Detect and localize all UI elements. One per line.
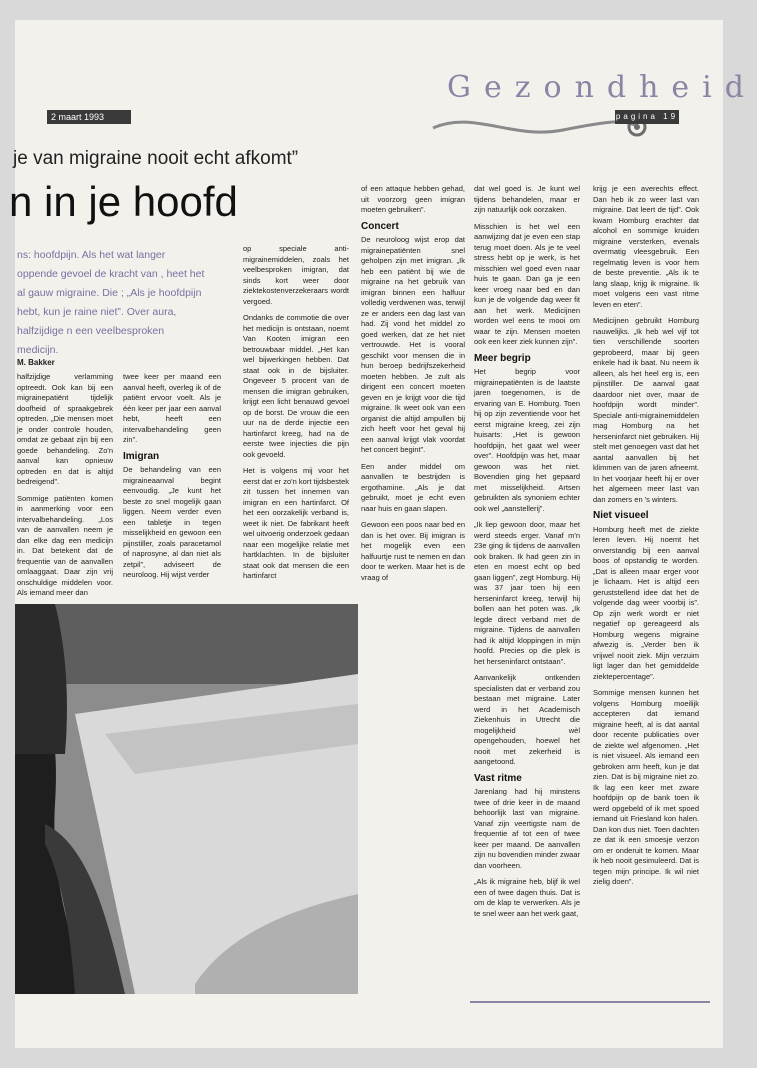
article-column-4 — [361, 184, 465, 589]
subheading: Imigran — [123, 450, 160, 462]
subheading: Meer begrip — [474, 352, 531, 364]
paragraph: De neuroloog wijst erop dat migrainepatiënten snel geholpen zijn met imigran. „Ik heb een patiënt bij wie de migraine na het gebruik van imigran binnen een halfuur volledig verdwenen was, terwijl ze er anders een dag last van had. Zij vond het middel zo goed werken, dat ze het niet vertrouwde. Het is vooral geschikt voor mensen die in hun beroep bedrijfszekerheid moeten hebben. Je zult als dirigent een concert moeten geven en je krijgt voor die tijd migraine. Ik weet ook van een organist die altijd ampullen bij zich heeft voor het geval hij een aanval krijgt vlak voordat het concert begint”. — [361, 235, 465, 454]
article-column-5 — [474, 184, 580, 925]
paragraph: „Ik liep gewoon door, maar het werd steeds erger. Vanaf m'n 23e ging ik tijdens de aanvallen ook braken. Ik had geen zin in eten en moest echt op bed gaan liggen”, zegt Homburg. Hij was 37 jaar toen hij een herseninfarct kreeg, terwijl hij bollen aan het poten was. „Ik legde direct verband met de migraine. Tijdens de aanvallen had ik altijd kloppingen in mijn hoofd. Precies op die plek is het herseninfarct ontstaan”. — [474, 520, 580, 666]
subheading: Vast ritme — [474, 772, 522, 784]
deck-line: je van migraine nooit echt afkomt” — [13, 148, 299, 169]
date-label: 2 maart 1993 — [47, 110, 131, 124]
paragraph: halfzijdige verlamming optreedt. Ook kan bij een migrainepatiënt tijdelijk doofheid of spraakgebrek optreden. „Die mensen moet je onder controle houden, omdat ze gebaat zijn bij een goede behandeling. Zo'n aanval kan opnieuw optreden en dat is altijd bedreigend”. — [17, 372, 113, 486]
article-column-6 — [593, 184, 699, 894]
newspaper-page — [9, 20, 757, 1048]
article-column-1 — [17, 372, 113, 605]
paragraph: twee keer per maand een aanval heeft, overleg ik of de patiënt ervoor voelt. Als je één keer per jaar een aanval hebt, heeft een intervalbehandeling geen zin”. — [123, 372, 221, 444]
paragraph: Ondanks de commotie die over het medicijn is ontstaan, noemt Van Kooten imigran een betrouwbaar middel. „Het kan wel bijwerkingen hebben. Dat staat ook in de bijsluiter. Ongeveer 5 procent van de mensen die imigran gebruiken, krijgt een licht benauwd gevoel op de borst. De vrouw die een uur na de derde injectie een hartinfarct kreeg, had na de eerste twee injecties die pijn ook gevoeld. — [243, 313, 349, 459]
paragraph: Het begrip voor migrainepatiënten is de laatste jaren toegenomen, is de ervaring van E. Homburg. Toen hij op zijn zeventiende voor het eerst migraine kreeg, zei zijn huisarts: „Het is gewoon hoofdpijn, het gaat wel weer over”. Hoofdpijn was het, maar gewoon was het niet. Bovendien ging het gepaard met misselijkheid. Artsen gebruikten als synoniem echter ook wel „aanstellerij”. — [474, 367, 580, 513]
article-photo — [15, 604, 358, 994]
paragraph: Een ander middel om aanvallen te bestrijden is ergothamine. „Als je dat gebruikt, moet je echt even naar huis en gaan slapen. — [361, 461, 465, 513]
paragraph: of een attaque hebben gehad, uit voorzorg geen imigran moeten gebruiken”. — [361, 184, 465, 214]
paragraph: dat wel goed is. Je kunt wel tijdens behandelen, maar er zijn natuurlijk ook oorzaken. — [474, 184, 580, 214]
paragraph: Misschien is het wel een aanwijzing dat je even een stap terug moet doen. Als je te veel stress hebt op je werk, is het misschien wel goed even naar huis te gaan. Dan ga je een keer vroeg naar bed en dan kun je de volgende dag weer fit aan het werk. Medicijnen worden wel eens te mooi om waar te zijn. Mensen moeten ook een keer ziek kunnen zijn”. — [474, 221, 580, 346]
paragraph: Medicijnen gebruikt Homburg nauwelijks. „Ik heb wel vijf tot tien verschillende soorten geprobeerd, maar bij geen enkele had ik baat. Nu neem ik alleen, als het heel erg is, een pijnstiller. De aanval gaat daardoor niet over, maar de hoofdpijn wordt minder”. Speciale anti-migrainemiddelen mag Homburg na het herseninfarct niet gebruiken. Hij stelt met genoegen vast dat het aantal aanvallen bij het klimmen van de jaren afneemt. In het voorjaar heeft hij er over het algemeen meer last van dan zomers en 's winters. — [593, 316, 699, 504]
paragraph: op speciale anti-migrainemiddelen, zoals het veelbesproken imigran, dat sinds kort weer door ziektekostenverzekeraars wordt vergoed. — [243, 244, 349, 306]
paragraph: Gewoon een poos naar bed en dan is het over. Bij imigran is het mogelijk even een halfuurtje rust te nemen en dan door te werken. Maar het is de vraag of — [361, 520, 465, 582]
section-divider — [470, 1001, 710, 1003]
article-column-2 — [123, 372, 221, 587]
paragraph: Jarenlang had hij minstens twee of drie keer in de maand behoorlijk last van migraine. Vanaf zijn veertigste nam de frequentie af tot een of twee keer per maand. De aanvallen zijn nu bovendien minder zwaar dan voorheen. — [474, 787, 580, 870]
subheading: Concert — [361, 220, 399, 232]
section-title: Gezondheid — [447, 70, 757, 105]
subheading: Niet visueel — [593, 510, 649, 521]
stethoscope-icon — [423, 100, 653, 150]
page-number-label: pagina 19 — [615, 110, 679, 124]
paragraph: „Als ik migraine heb, blijf ik wel een of twee dagen thuis. Dat is om de klap te verwerken. Als je te snel weer aan het werk gaat, — [474, 877, 580, 918]
paragraph: Homburg heeft met de ziekte leren leven. Hij noemt het onverstandig bij een aanval boos of opstandig te worden. „Dat is alleen maar erger voor je lichaam. Het is altijd een geruststellend idee dat het de volgende dag weer voorbij is”. Op zijn werk wordt er niet negatief op gereageerd als Homburg wegens migraine afwezig is. „Verder ben ik vrijwel nooit ziek. Mijn verzuim ligt lager dan het gemiddelde ziektepercentage”. — [593, 524, 699, 681]
paragraph: Aanvankelijk ontkenden specialisten dat er verband zou bestaan met migraine. Later werd in het Academisch Ziekenhuis in Utrecht die mogelijkheid wèl opengehouden, hoewel het nooit met zekerheid is aangetoond. — [474, 673, 580, 766]
article-column-3 — [243, 244, 349, 588]
headline: n in je hoofd — [9, 178, 238, 225]
paragraph: De behandeling van een migraineaanval begint eenvoudig. „Je kunt het beste zo snel mogelijk gaan liggen. Neem verder even een tabletje in tegen misselijkheid en gewoon een pijnstiller, zoals paracetamol of naprosyne, al dan niet als zetpil”, adviseert de neuroloog. Hij wijst verder — [123, 465, 221, 579]
byline: M. Bakker — [17, 358, 55, 367]
paragraph: Het is volgens mij voor het eerst dat er zo'n kort tijdsbestek zit tussen het innemen van imigran en een hartinfarct. Of het een oorzakelijk verband is, weet ik niet. De fabrikant heeft wel uitvoerig onderzoek gedaan naar een mogelijke relatie met hartklachten. In de bijsluiter staat ook dat mensen die een hartinfarct — [243, 466, 349, 580]
lead-paragraph: ns: hoofdpijn. Als het wat langer oppende gevoel de kracht van , heet het al gauw migraine. Die ; „Als je hoofdpijn hebt, kun je raine niet”. Over aura, halfzijdige n een veelbesproken medicijn. — [17, 249, 205, 356]
paragraph: Sommige mensen kunnen het volgens Homburg moeilijk accepteren dat iemand migraine heeft, al is dat aantal door recente publicaties over de ziekte wel afgenomen. „Het is niet visueel. Als iemand een gebroken arm heeft, kun je dat zien. Dat is bij migraine niet zo. Ik lag een keer met zware hoofdpijn op de bank toen ik werd opgebeld of ik met spoed iemand uit Friesland kon halen. Dan kon dus niet. Toen dachten ze dat ik een smoesje verzon om er onderuit te komen. Maar ik heb nooit gesimuleerd. Dat is tegen mijn principe. Ik wil niet zielig doen”. — [593, 688, 699, 886]
paragraph: Sommige patiënten komen in aanmerking voor een intervalbehandeling. „Los van de aanvallen neem je dan elke dag een medicijn in. Dat betekent dat de frequentie van de aanvallen omlaaggaat. Daar zijn vrij onschuldige middelen voor. Als iemand meer dan — [17, 493, 113, 597]
paragraph: krijg je een averechts effect. Dan heb ik zo weer last van migraine. Dat leert de tijd”. Ook kwam Homburg erachter dat alcohol en sommige kruiden migraine versterken, evenals overmatig vleesgebruik. Een regelmatig leven is voor hem de beste preventie. „Als ik te lang slaap, krijg ik migraine. Ik moet volgens een vast ritme leven en eten”. — [593, 184, 699, 309]
